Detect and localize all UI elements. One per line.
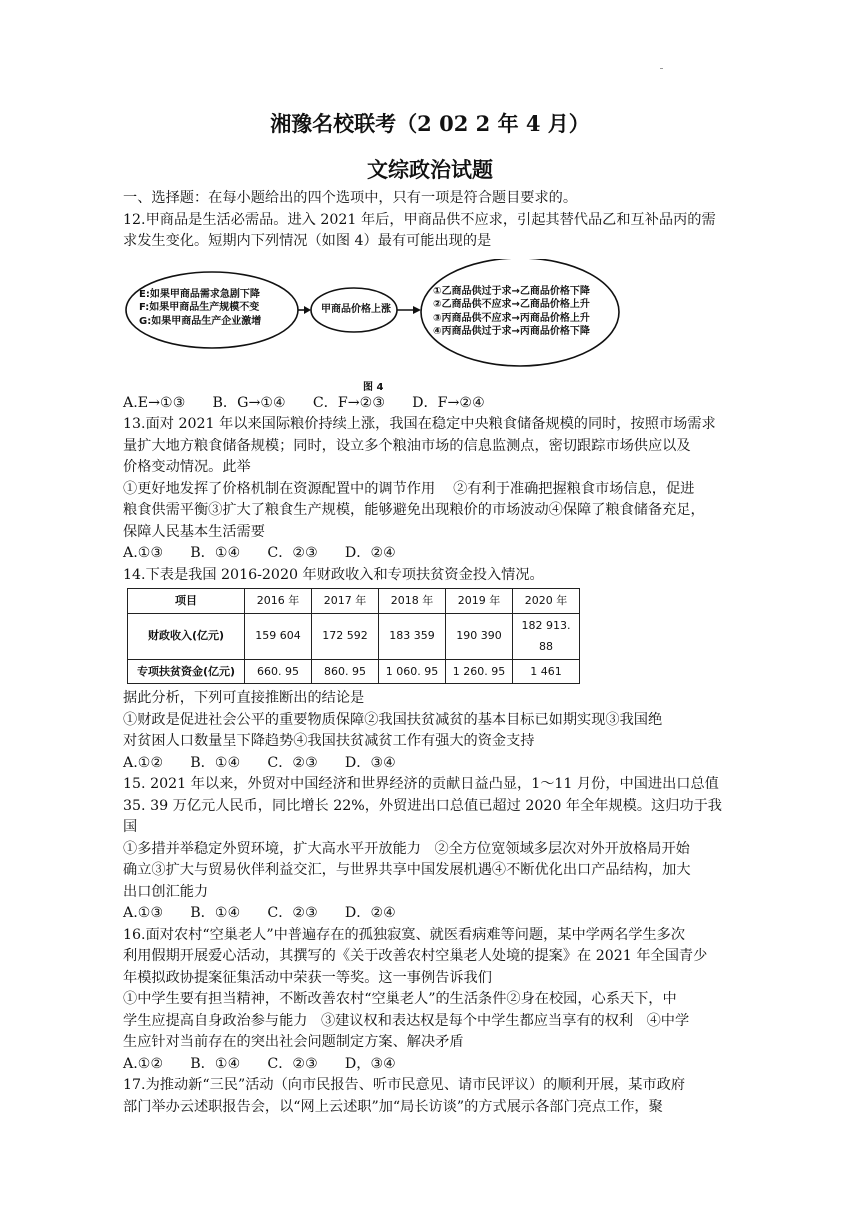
table-row <box>128 613 580 659</box>
q14-line: 据此分析，下列可直接推断出的结论是 <box>123 690 365 706</box>
q13-options: A.①③ B．①④ C．②③ D．②④ <box>123 545 396 561</box>
q13-line: 量扩大地方粮食储备规模；同时，设立多个粮油市场的信息监测点，密切跟踪市场供应以及 <box>123 437 691 454</box>
q13-line: 保障人民基本生活需要 <box>123 523 265 540</box>
q16-line: 利用假期开展爱心活动，其撰写的《关于改善农村空巢老人处境的提案》在 2021 年全国青少 <box>123 948 708 964</box>
condition-f: F:如果甲商品生产规模不变 <box>139 302 260 313</box>
q12-options: A.E→①③ B．G→①④ C．F→②③ D．F→②④ <box>123 394 485 411</box>
center-label: 甲商品价格上涨 <box>321 303 391 315</box>
q15-line: 35. 39 万亿元人民币，同比增长 22%，外贸进出口总值已超过 2020 年全年规模。这归功于我 <box>123 797 722 814</box>
q15-line: 出口创汇能力 <box>123 883 209 900</box>
table-header-cell: 2018 年 <box>379 589 446 614</box>
condition-g: G:如果甲商品生产企业激增 <box>139 315 262 327</box>
table-cell: 1 260. 95 <box>446 659 513 684</box>
q16-line: 学生应提高自身政治参与能力 ③建议权和表达权是每个中学生都应当享有的权利 ④中学 <box>123 1012 690 1029</box>
table-cell: 190 390 <box>446 613 513 659</box>
arrowhead-1 <box>304 306 311 314</box>
outcome-3: ③丙商品供不应求→丙商品价格上升 <box>433 312 590 324</box>
table-cell: 860. 95 <box>312 659 379 684</box>
q14-line: 对贫困人口数量呈下降趋势④我国扶贫减贫工作有强大的资金支持 <box>123 733 535 749</box>
outcome-1: ①乙商品供过于求→乙商品价格下降 <box>433 285 590 297</box>
q15-line: ①多措并举稳定外贸环境，扩大高水平开放能力 ②全方位宽领域多层次对外开放格局开始 <box>123 840 690 857</box>
table-cell: 172 592 <box>312 613 379 659</box>
q16-options: A.①② B．①④ C．②③ D，③④ <box>123 1055 396 1072</box>
scan-mark <box>660 68 663 69</box>
finance-table <box>127 588 580 684</box>
exam-body <box>123 188 741 1118</box>
table-header-cell: 2020 年 <box>513 589 580 614</box>
table-cell: 专项扶贫资金(亿元) <box>128 659 245 684</box>
q13-line: 13.面对 2021 年以来国际粮价持续上涨，我国在稳定中央粮食储备规模的同时，按照市场需求 <box>123 416 716 432</box>
table-cell: 660. 95 <box>245 659 312 684</box>
table-header-cell: 2016 年 <box>245 589 312 614</box>
exam-subtitle: 文综政治试题 <box>367 157 493 182</box>
q16-line: 生应针对当前存在的突出社会问题制定方案、解决矛盾 <box>123 1034 464 1050</box>
figure-caption: 图 4 <box>363 381 384 393</box>
q15-line: 国 <box>123 819 138 835</box>
condition-e: E:如果甲商品需求急剧下降 <box>139 288 260 300</box>
table-header-cell: 2019 年 <box>446 589 513 614</box>
figure-4-diagram <box>123 259 741 391</box>
q13-line: 粮食供需平衡③扩大了粮食生产规模，能够避免出现粮价的市场波动④保障了粮食储备充足， <box>123 502 705 518</box>
section-heading: 一、选择题：在每小题给出的四个选项中，只有一项是符合题目要求的。 <box>123 190 578 206</box>
table-cell: 159 604 <box>245 613 312 659</box>
arrowhead-2 <box>413 306 421 314</box>
table-cell: 1 060. 95 <box>379 659 446 684</box>
q16-line: 年模拟政协提案征集活动中荣获一等奖。这一事例告诉我们 <box>123 969 492 986</box>
q14-options: A.①② B．①④ C．②③ D．③④ <box>123 754 396 771</box>
table-row <box>128 659 580 684</box>
table-header-cell: 2017 年 <box>312 589 379 614</box>
q14-stem: 14.下表是我国 2016-2020 年财政收入和专项扶贫资金投入情况。 <box>123 566 544 583</box>
exam-title: 湘豫名校联考（2 02 2 年 4 月） <box>270 111 590 136</box>
q17-line: 部门举办云述职报告会，以“网上云述职”加“局长访谈”的方式展示各部门亮点工作，聚 <box>123 1098 663 1115</box>
q13-line: ①更好地发挥了价格机制在资源配置中的调节作用 ②有利于准确把握粮食市场信息，促进 <box>123 480 695 497</box>
left-conditions <box>139 288 261 329</box>
q17-line: 17.为推动新“三民”活动（向市民报告、听市民意见、请市民评议）的顺利开展，某市政府 <box>123 1077 686 1093</box>
q14-line: ①财政是促进社会公平的重要物质保障②我国扶贫减贫的基本目标已如期实现③我国绝 <box>123 711 663 728</box>
table-cell: 182 913. 88 <box>513 613 580 659</box>
q15-line: 确立③扩大与贸易伙伴利益交汇，与世界共享中国发展机遇④不断优化出口产品结构，加大 <box>123 862 691 878</box>
table-header-cell: 项目 <box>128 589 245 614</box>
table-cell: 1 461 <box>513 659 580 684</box>
q15-line: 15. 2021 年以来，外贸对中国经济和世界经济的贡献日益凸显，1～11 月份，中国进出口总值 <box>123 776 719 792</box>
q15-options: A.①③ B．①④ C．②③ D．②④ <box>123 905 396 921</box>
q12-line: 求发生变化。短期内下列情况（如图 4）最有可能出现的是 <box>123 233 492 249</box>
q16-line: 16.面对农村“空巢老人”中普遍存在的孤独寂寞、就医看病难等问题，某中学两名学生多次 <box>123 926 686 943</box>
table-cell: 183 359 <box>379 613 446 659</box>
table-cell: 财政收入(亿元) <box>128 613 245 659</box>
right-outcomes <box>433 285 590 339</box>
q12-line: 12.甲商品是生活必需品。进入 2021 年后，甲商品供不应求，引起其替代品乙和互补品丙的需 <box>123 211 716 228</box>
outcome-2: ②乙商品供不应求→乙商品价格上升 <box>433 299 590 310</box>
outcome-4: ④丙商品供过于求→丙商品价格下降 <box>433 326 590 337</box>
q13-line: 价格变动情况。此举 <box>123 459 251 475</box>
table-header-row <box>128 589 580 614</box>
q16-line: ①中学生要有担当精神，不断改善农村“空巢老人”的生活条件②身在校园，心系天下，中 <box>123 991 677 1007</box>
